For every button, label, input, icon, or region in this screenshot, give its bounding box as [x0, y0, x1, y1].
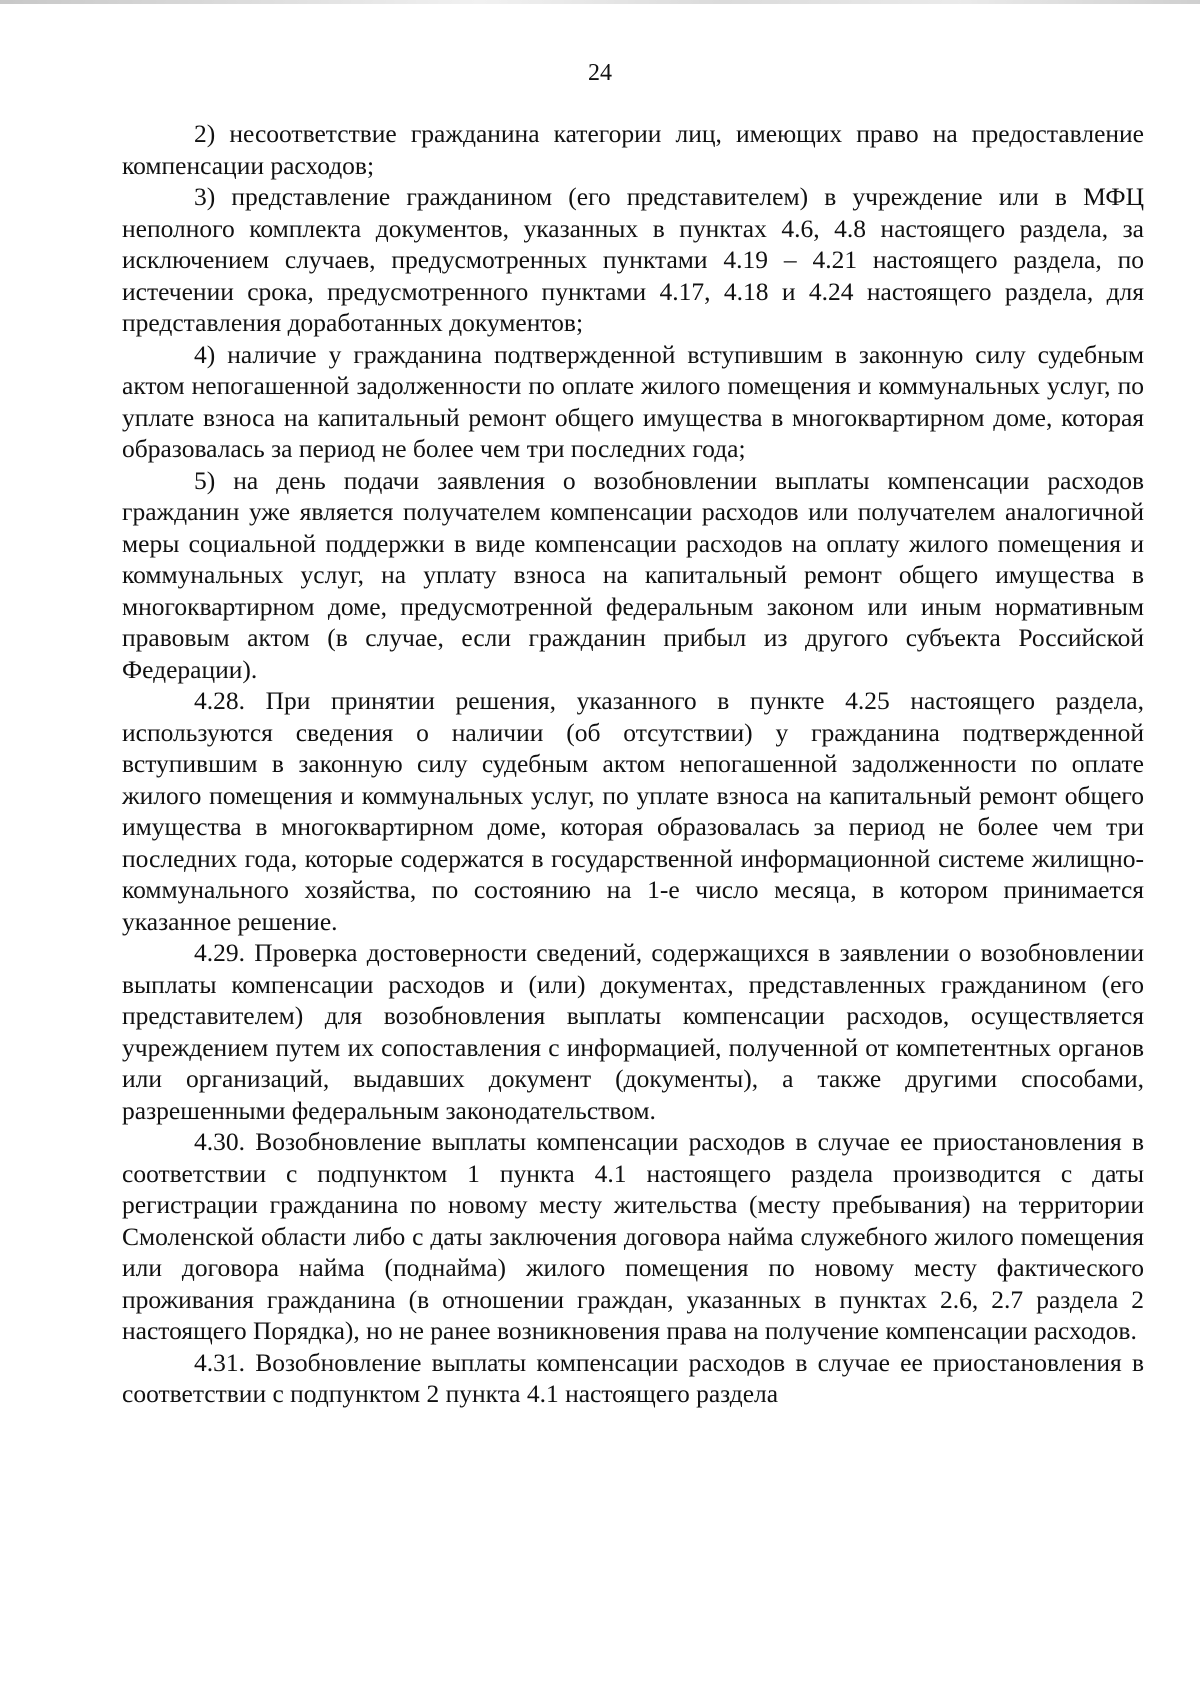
scan-edge: [0, 0, 1200, 4]
paragraph-4-31: 4.31. Возобновление выплаты компенсации расходов в случае ее приостановления в соответствии с подпунктом 2 пункта 4.1 настоящего раздела: [122, 1347, 1144, 1408]
paragraph-item-4: 4) наличие у гражданина подтвержденной вступившим в законную силу судебным актом непогашенной задолженности по оплате жилого помещения и коммунальных услуг, по уплате взноса на капитальный ремонт общего имущества в многоквартирном доме, которая образовалась за период не более чем три последних года;: [122, 339, 1144, 463]
paragraph-item-3: 3) представление гражданином (его представителем) в учреждение или в МФЦ неполного комплекта документов, указанных в пунктах 4.6, 4.8 настоящего раздела, за исключением случаев, предусмотренных пунктами 4.19 – 4.21 настоящего раздела, по истечении срока, предусмотренного пунктами 4.17, 4.18 и 4.24 настоящего раздела, для представления доработанных документов;: [122, 182, 1144, 337]
paragraph-4-29: 4.29. Проверка достоверности сведений, содержащихся в заявлении о возобновлении выплаты компенсации расходов и (или) документах, представленных гражданином (его представителем) для возобновления выплаты компенсации расходов, осуществляется учреждением путем их сопоставления с информацией, полученной от компетентных органов или организаций, выдавших документ (документы), а также другими способами, разрешенными федеральным законодательством.: [122, 938, 1144, 1125]
page-number: 24: [588, 60, 612, 86]
paragraph-item-5: 5) на день подачи заявления о возобновлении выплаты компенсации расходов гражданин уже является получателем компенсации расходов или получателем аналогичной меры социальной поддержки в виде компенсации расходов на оплату жилого помещения и коммунальных услуг, на уплату взноса на капитальный ремонт общего имущества в многоквартирном доме, предусмотренной федеральным законом или иным нормативным правовым актом (в случае, если гражданин прибыл из другого субъекта Российской Федерации).: [122, 465, 1144, 684]
paragraph-4-30: 4.30. Возобновление выплаты компенсации расходов в случае ее приостановления в соответствии с подпунктом 1 пункта 4.1 настоящего раздела производится с даты регистрации гражданина по новому месту жительства (месту пребывания) на территории Смоленской области либо с даты заключения договора найма служебного жилого помещения или договора найма (поднайма) жилого помещения по новому месту фактического проживания гражданина (в отношении граждан, указанных в пунктах 2.6, 2.7 раздела 2 настоящего Порядка), но не ранее возникновения права на получение компенсации расходов.: [122, 1127, 1144, 1345]
paragraph-4-28: 4.28. При принятии решения, указанного в пункте 4.25 настоящего раздела, используются сведения о наличии (об отсутствии) у гражданина подтвержденной вступившим в законную силу судебным актом непогашенной задолженности по оплате жилого помещения и коммунальных услуг, по уплате взноса на капитальный ремонт общего имущества в многоквартирном доме, которая образовалась за период не более чем три последних года, которые содержатся в государственной информационной системе жилищно-коммунального хозяйства, по состоянию на 1-е число месяца, в котором принимается указанное решение.: [122, 686, 1144, 936]
paragraph-item-2: 2) несоответствие гражданина категории лиц, имеющих право на предоставление компенсации расходов;: [122, 119, 1144, 180]
document-body: [122, 118, 1144, 1410]
